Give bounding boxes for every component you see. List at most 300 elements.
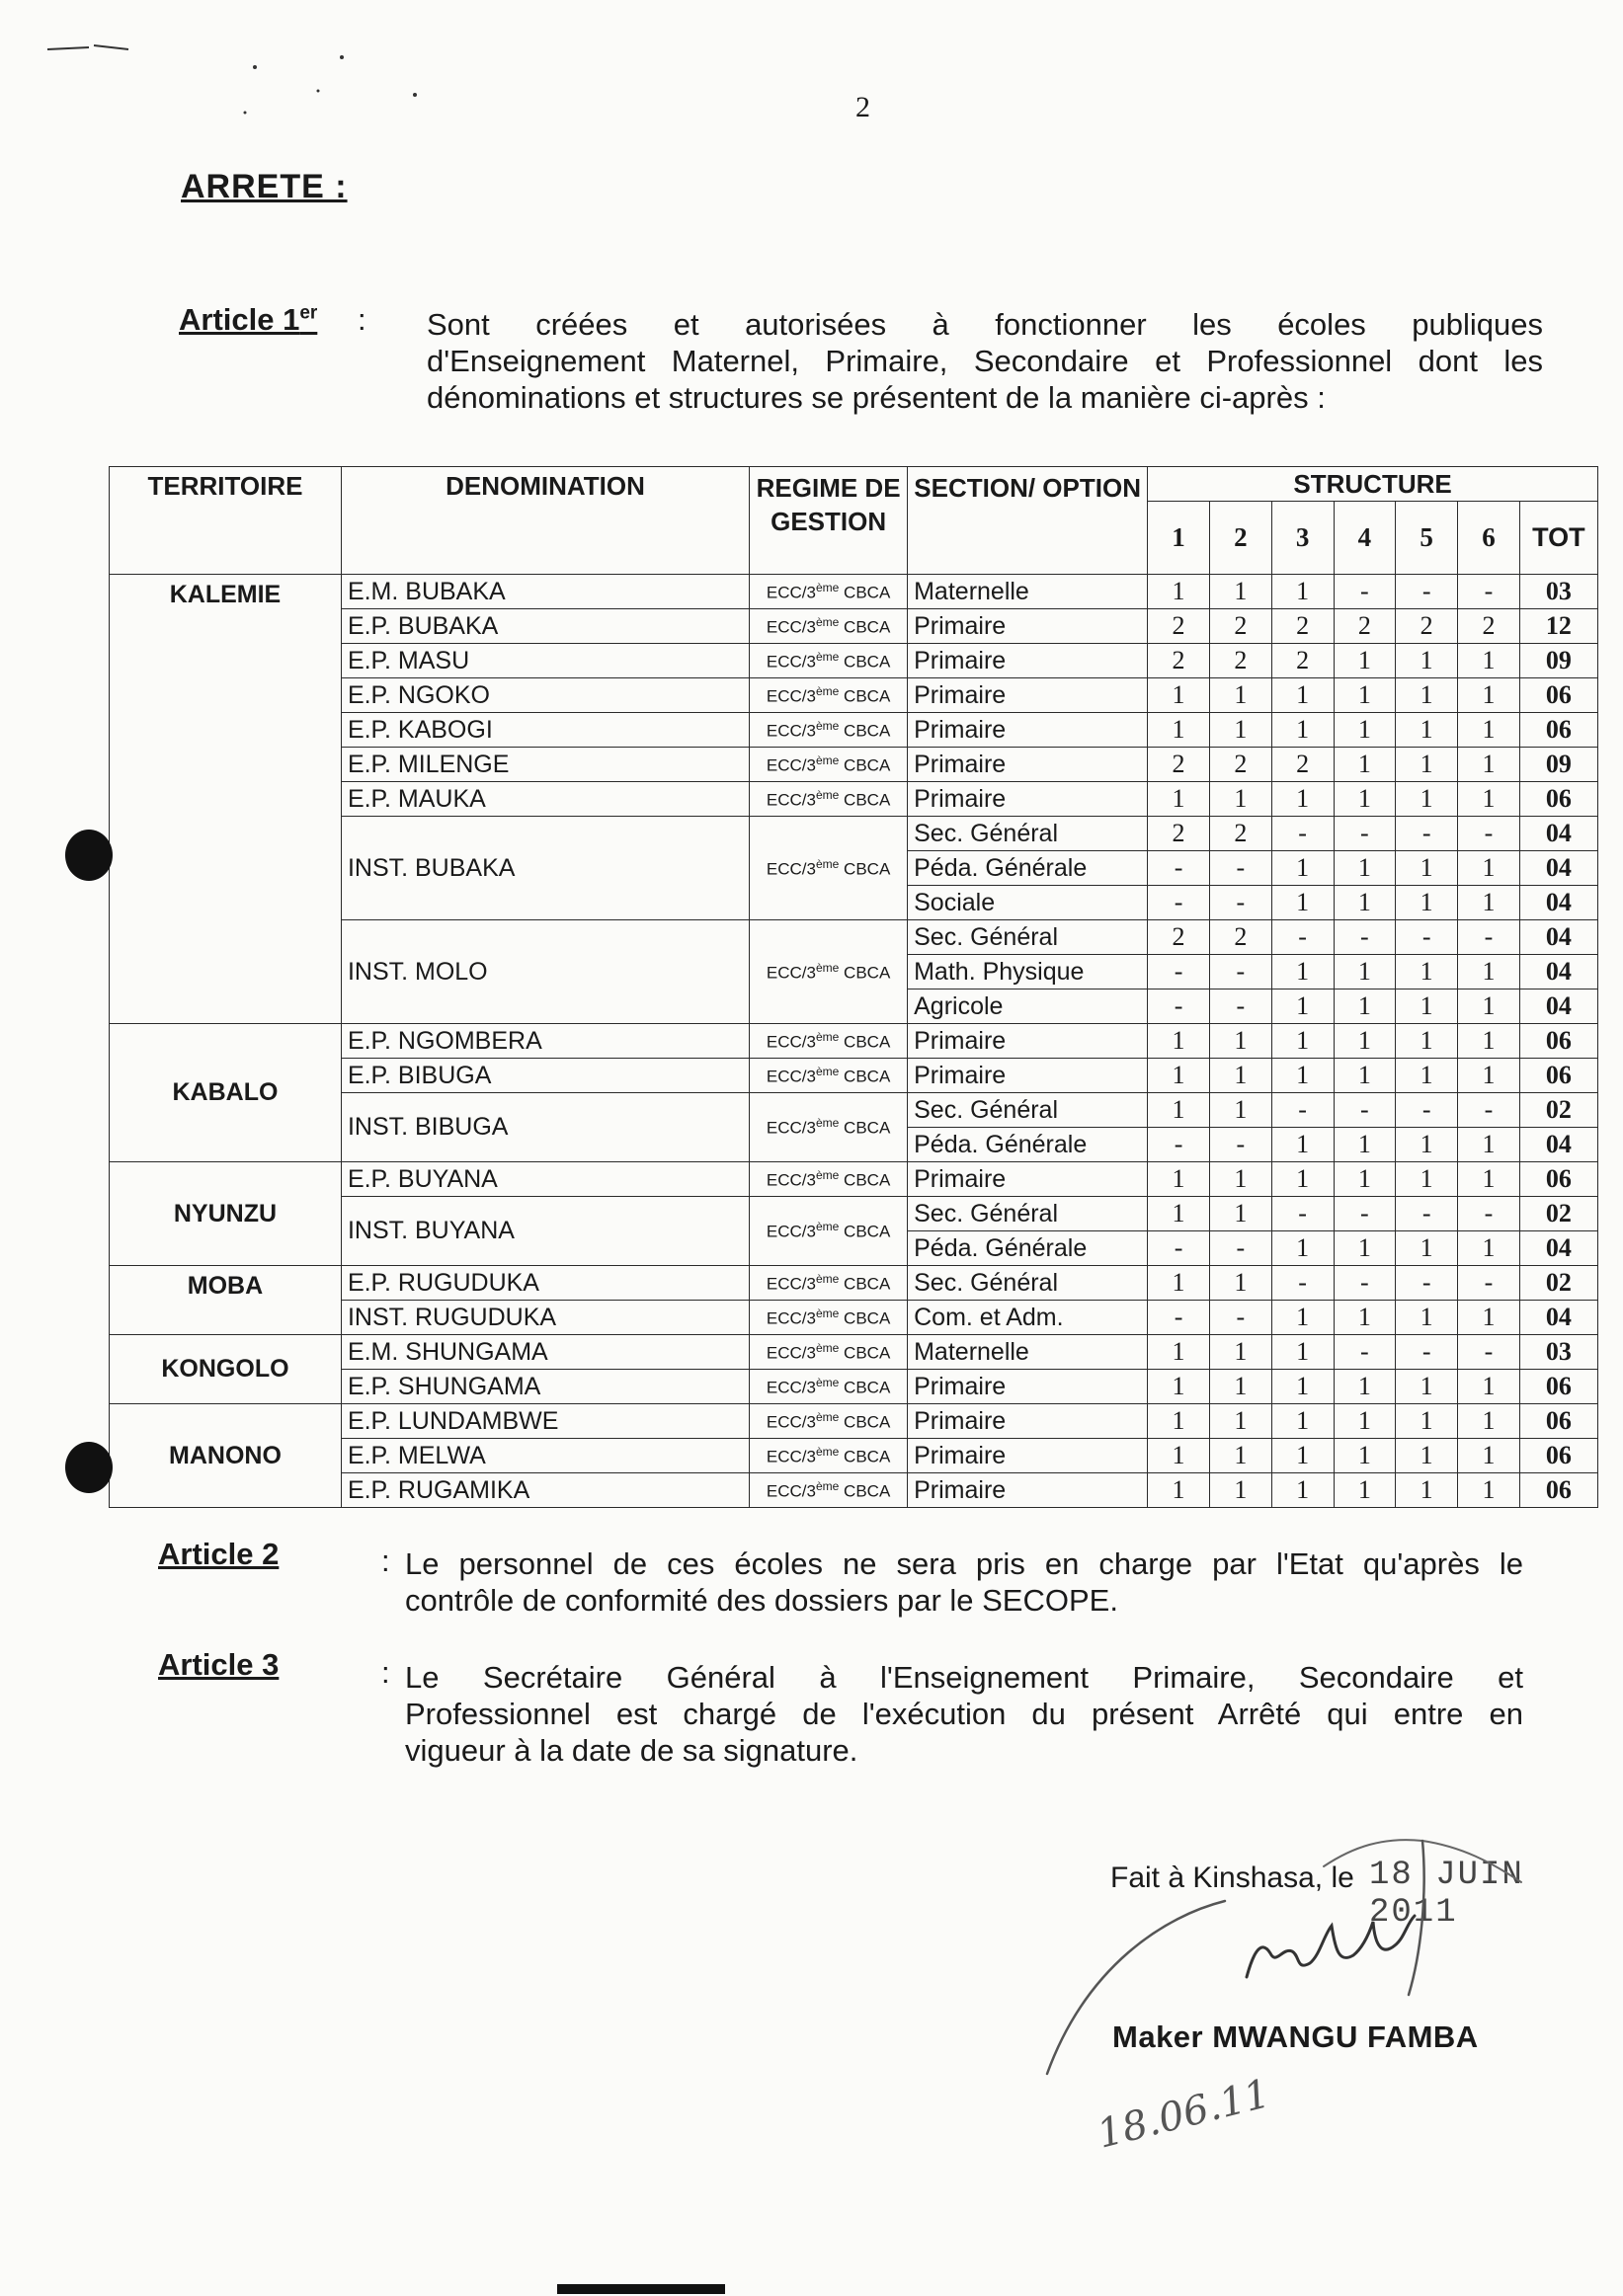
cell-section: Com. et Adm. (908, 1301, 1148, 1335)
cell-structure-value: 1 (1334, 1301, 1396, 1335)
cell-structure-value: 1 (1148, 1335, 1210, 1370)
cell-regime-sup: ème (815, 1478, 840, 1493)
table-body (110, 575, 1598, 1508)
cell-regime-sup: ème (815, 960, 840, 975)
cell-regime (750, 1473, 908, 1508)
cell-structure-value: 1 (1148, 782, 1210, 817)
cell-regime-sup: ème (815, 683, 840, 698)
cell-structure-value: 1 (1209, 1162, 1271, 1197)
article-1-colon: : (358, 302, 366, 337)
cell-total: 03 (1519, 575, 1597, 609)
cell-total: 04 (1519, 955, 1597, 990)
cell-structure-value: 2 (1271, 644, 1334, 678)
cell-section: Maternelle (908, 1335, 1148, 1370)
cell-structure-value: 1 (1209, 1473, 1271, 1508)
cell-regime-text: ECC/3 (766, 1118, 816, 1138)
cell-regime-sup: ème (815, 1220, 840, 1234)
cell-structure-value: 1 (1271, 1059, 1334, 1093)
cell-regime-sup: ème (815, 614, 840, 629)
cell-section: Sec. Général (908, 1266, 1148, 1301)
cell-total: 04 (1519, 851, 1597, 886)
cell-structure-value: 1 (1458, 782, 1520, 817)
cell-structure-value: 2 (1148, 817, 1210, 851)
cell-structure-value: - (1209, 1231, 1271, 1266)
cell-structure-value: - (1458, 1093, 1520, 1128)
cell-structure-value: 1 (1396, 1024, 1458, 1059)
cell-regime (750, 1162, 908, 1197)
header-structure-col: 3 (1271, 502, 1334, 575)
cell-section: Primaire (908, 1404, 1148, 1439)
cell-section: Primaire (908, 609, 1148, 644)
cell-structure-value: 1 (1334, 1162, 1396, 1197)
cell-regime-sup: ème (815, 787, 840, 802)
cell-total: 04 (1519, 920, 1597, 955)
cell-denomination: E.P. MILENGE (341, 748, 749, 782)
article-1-label-text: Article 1 (179, 302, 300, 337)
cell-denomination: E.M. BUBAKA (341, 575, 749, 609)
cell-regime (750, 1370, 908, 1404)
cell-structure-value: 1 (1209, 678, 1271, 713)
cell-structure-value: 1 (1271, 990, 1334, 1024)
header-section (908, 467, 1148, 575)
place-of-signing: Fait à Kinshasa, le (1110, 1861, 1354, 1894)
cell-territoire: KALEMIE (110, 575, 342, 1024)
cell-total: 06 (1519, 1059, 1597, 1093)
cell-structure-value: 2 (1209, 817, 1271, 851)
cell-structure-value: - (1148, 1231, 1210, 1266)
header-structure: STRUCTURE (1148, 467, 1598, 502)
cell-structure-value: 1 (1209, 1404, 1271, 1439)
cell-structure-value: - (1209, 1301, 1271, 1335)
article-2-text (405, 1545, 1523, 1619)
cell-denomination: INST. MOLO (341, 920, 749, 1024)
cell-regime-text: ECC/3 (766, 617, 816, 637)
cell-regime (750, 748, 908, 782)
article-1-line: Sont créées et autorisées à fonctionner les écoles publiques (427, 307, 1543, 342)
cell-structure-value: 1 (1458, 886, 1520, 920)
cell-structure-value: 1 (1271, 1335, 1334, 1370)
cell-regime-suffix: CBCA (839, 1308, 891, 1328)
cell-structure-value: 2 (1209, 748, 1271, 782)
cell-territoire: MOBA (110, 1266, 342, 1335)
cell-regime-sup: ème (815, 580, 840, 594)
cell-regime-sup: ème (815, 1375, 840, 1389)
cell-structure-value: 1 (1334, 1370, 1396, 1404)
cell-regime-text: ECC/3 (766, 1412, 816, 1432)
table-row (110, 1335, 1598, 1370)
punch-hole-top (65, 830, 113, 881)
cell-structure-value: - (1334, 1197, 1396, 1231)
cell-section: Sec. Général (908, 817, 1148, 851)
cell-structure-value: 1 (1148, 1266, 1210, 1301)
cell-structure-value: 1 (1396, 1059, 1458, 1093)
cell-structure-value: 1 (1209, 713, 1271, 748)
article-2-line: Le personnel de ces écoles ne sera pris en charge par l'Etat qu'après le (405, 1546, 1523, 1581)
cell-structure-value: 1 (1334, 1059, 1396, 1093)
cell-total: 06 (1519, 1404, 1597, 1439)
cell-structure-value: 1 (1396, 886, 1458, 920)
cell-regime-suffix: CBCA (839, 721, 891, 741)
cell-structure-value: 1 (1458, 1231, 1520, 1266)
cell-structure-value: 1 (1396, 1404, 1458, 1439)
cell-structure-value: - (1148, 955, 1210, 990)
cell-structure-value: - (1209, 886, 1271, 920)
cell-structure-value: 1 (1396, 955, 1458, 990)
cell-structure-value: - (1334, 920, 1396, 955)
cell-regime-text: ECC/3 (766, 1308, 816, 1328)
cell-structure-value: - (1148, 851, 1210, 886)
cell-total: 06 (1519, 1473, 1597, 1508)
cell-section: Primaire (908, 678, 1148, 713)
header-structure-col: 6 (1458, 502, 1520, 575)
cell-structure-value: - (1458, 1197, 1520, 1231)
cell-structure-value: - (1334, 817, 1396, 851)
cell-regime-suffix: CBCA (839, 859, 891, 879)
cell-structure-value: 1 (1209, 1197, 1271, 1231)
cell-structure-value: 1 (1396, 748, 1458, 782)
cell-section: Sociale (908, 886, 1148, 920)
cell-section: Primaire (908, 1162, 1148, 1197)
cell-structure-value: 1 (1396, 678, 1458, 713)
cell-regime-sup: ème (815, 718, 840, 733)
cell-structure-value: - (1396, 1093, 1458, 1128)
cell-structure-value: - (1209, 1128, 1271, 1162)
cell-structure-value: 1 (1271, 1404, 1334, 1439)
cell-regime-sup: ème (815, 752, 840, 767)
article-3-line: Le Secrétaire Général à l'Enseignement Primaire, Secondaire et (405, 1660, 1523, 1695)
cell-section: Primaire (908, 644, 1148, 678)
cell-total: 06 (1519, 1024, 1597, 1059)
cell-regime (750, 1439, 908, 1473)
cell-structure-value: - (1209, 851, 1271, 886)
cell-structure-value: 2 (1271, 609, 1334, 644)
cell-structure-value: - (1396, 920, 1458, 955)
cell-structure-value: 1 (1334, 1024, 1396, 1059)
cell-territoire: KABALO (110, 1024, 342, 1162)
article-3-line: Professionnel est chargé de l'exécution du présent Arrêté qui entre en (405, 1697, 1523, 1731)
cell-structure-value: 2 (1209, 920, 1271, 955)
cell-regime-suffix: CBCA (839, 1222, 891, 1241)
cell-structure-value: - (1271, 920, 1334, 955)
page-number: 2 (855, 91, 870, 123)
header-structure-col: 5 (1396, 502, 1458, 575)
cell-structure-value: 1 (1458, 1024, 1520, 1059)
cell-regime-text: ECC/3 (766, 1378, 816, 1397)
cell-structure-value: - (1334, 575, 1396, 609)
cell-section: Primaire (908, 1473, 1148, 1508)
cell-total: 03 (1519, 1335, 1597, 1370)
cell-total: 06 (1519, 1162, 1597, 1197)
cell-regime (750, 575, 908, 609)
cell-structure-value: 1 (1458, 644, 1520, 678)
cell-structure-value: 1 (1271, 1162, 1334, 1197)
cell-regime (750, 678, 908, 713)
cell-denomination: E.P. BUYANA (341, 1162, 749, 1197)
cell-structure-value: 1 (1209, 1093, 1271, 1128)
cell-structure-value: 1 (1334, 713, 1396, 748)
cell-regime (750, 1266, 908, 1301)
cell-section: Péda. Générale (908, 851, 1148, 886)
article-1-line: d'Enseignement Maternel, Primaire, Secondaire et Professionnel dont les (427, 344, 1543, 378)
cell-total: 04 (1519, 1231, 1597, 1266)
cell-regime-suffix: CBCA (839, 1170, 891, 1190)
cell-structure-value: 1 (1271, 1439, 1334, 1473)
cell-regime-suffix: CBCA (839, 617, 891, 637)
cell-territoire: KONGOLO (110, 1335, 342, 1404)
cell-structure-value: - (1209, 955, 1271, 990)
cell-total: 04 (1519, 1128, 1597, 1162)
cell-structure-value: 1 (1148, 678, 1210, 713)
cell-structure-value: - (1334, 1093, 1396, 1128)
cell-regime-text: ECC/3 (766, 1067, 816, 1086)
cell-regime (750, 1404, 908, 1439)
cell-denomination: E.P. MASU (341, 644, 749, 678)
cell-structure-value: 1 (1458, 1128, 1520, 1162)
cell-total: 02 (1519, 1266, 1597, 1301)
cell-structure-value: 1 (1396, 1370, 1458, 1404)
cell-structure-value: 1 (1334, 955, 1396, 990)
cell-regime-text: ECC/3 (766, 1343, 816, 1363)
article-1-label (179, 302, 317, 338)
cell-structure-value: 1 (1271, 851, 1334, 886)
cell-regime-suffix: CBCA (839, 1481, 891, 1501)
cell-structure-value: 1 (1271, 955, 1334, 990)
cell-structure-value: 1 (1209, 1335, 1271, 1370)
cell-structure-value: 1 (1458, 1473, 1520, 1508)
cell-structure-value: 1 (1334, 782, 1396, 817)
cell-structure-value: - (1396, 1335, 1458, 1370)
cell-denomination: E.P. NGOKO (341, 678, 749, 713)
cell-structure-value: 1 (1458, 713, 1520, 748)
cell-regime (750, 713, 908, 748)
cell-regime-text: ECC/3 (766, 963, 816, 983)
cell-regime-suffix: CBCA (839, 686, 891, 706)
cell-structure-value: 1 (1148, 1473, 1210, 1508)
cell-structure-value: 1 (1209, 575, 1271, 609)
cell-structure-value: 1 (1271, 678, 1334, 713)
cell-denomination: INST. RUGUDUKA (341, 1301, 749, 1335)
cell-section: Primaire (908, 713, 1148, 748)
table-row (110, 575, 1598, 609)
cell-total: 04 (1519, 990, 1597, 1024)
table-row (110, 1266, 1598, 1301)
date-stamp: 18 JUIN 2011 (1369, 1857, 1524, 1932)
cell-denomination: E.P. MELWA (341, 1439, 749, 1473)
cell-total: 09 (1519, 644, 1597, 678)
cell-regime (750, 1093, 908, 1162)
cell-regime-text: ECC/3 (766, 755, 816, 775)
cell-regime-text: ECC/3 (766, 1274, 816, 1294)
cell-structure-value: 1 (1334, 886, 1396, 920)
cell-regime (750, 920, 908, 1024)
cell-section: Primaire (908, 782, 1148, 817)
page-heading: ARRETE : (181, 168, 348, 205)
cell-denomination: E.P. NGOMBERA (341, 1024, 749, 1059)
cell-regime-sup: ème (815, 1271, 840, 1286)
cell-total: 06 (1519, 1370, 1597, 1404)
scan-specks (0, 0, 454, 128)
header-denomination: DENOMINATION (341, 467, 749, 575)
cell-structure-value: 1 (1271, 713, 1334, 748)
cell-structure-value: 1 (1334, 748, 1396, 782)
cell-regime-suffix: CBCA (839, 1274, 891, 1294)
cell-structure-value: - (1396, 575, 1458, 609)
cell-regime-text: ECC/3 (766, 1170, 816, 1190)
cell-regime-text: ECC/3 (766, 1481, 816, 1501)
cell-structure-value: 1 (1334, 1473, 1396, 1508)
cell-total: 02 (1519, 1093, 1597, 1128)
cell-structure-value: 1 (1396, 782, 1458, 817)
article-1-label-sup: er (299, 302, 318, 324)
article-3-colon: : (381, 1655, 390, 1690)
cell-total: 04 (1519, 886, 1597, 920)
cell-structure-value: 1 (1334, 1439, 1396, 1473)
cell-regime-text: ECC/3 (766, 790, 816, 810)
cell-structure-value: 1 (1396, 713, 1458, 748)
table-header-row (110, 467, 1598, 502)
cell-regime-text: ECC/3 (766, 1447, 816, 1466)
header-structure-col: 1 (1148, 502, 1210, 575)
cell-regime-sup: ème (815, 1064, 840, 1078)
cell-structure-value: 1 (1148, 1162, 1210, 1197)
cell-total: 12 (1519, 609, 1597, 644)
article-1-line: dénominations et structures se présentent de la manière ci-après : (427, 380, 1326, 415)
cell-section: Péda. Générale (908, 1128, 1148, 1162)
cell-regime (750, 1197, 908, 1266)
cell-regime (750, 1335, 908, 1370)
cell-structure-value: 1 (1148, 1093, 1210, 1128)
cell-structure-value: 1 (1271, 1128, 1334, 1162)
cell-structure-value: - (1458, 920, 1520, 955)
cell-regime-text: ECC/3 (766, 686, 816, 706)
cell-regime-text: ECC/3 (766, 652, 816, 672)
cell-structure-value: - (1148, 1301, 1210, 1335)
cell-section: Péda. Générale (908, 1231, 1148, 1266)
cell-structure-value: 1 (1148, 1059, 1210, 1093)
table-row (110, 1162, 1598, 1197)
cell-regime-sup: ème (815, 1409, 840, 1424)
cell-structure-value: - (1334, 1266, 1396, 1301)
cell-regime-sup: ème (815, 1116, 840, 1131)
cell-regime-suffix: CBCA (839, 583, 891, 602)
cell-structure-value: 2 (1148, 748, 1210, 782)
cell-section: Maternelle (908, 575, 1148, 609)
cell-denomination: E.P. LUNDAMBWE (341, 1404, 749, 1439)
cell-structure-value: - (1271, 817, 1334, 851)
cell-regime-suffix: CBCA (839, 1412, 891, 1432)
cell-denomination: INST. BUYANA (341, 1197, 749, 1266)
cell-denomination: E.P. KABOGI (341, 713, 749, 748)
cell-regime-sup: ème (815, 1167, 840, 1182)
cell-section: Primaire (908, 1059, 1148, 1093)
cell-structure-value: 1 (1148, 1024, 1210, 1059)
cell-total: 06 (1519, 678, 1597, 713)
cell-structure-value: - (1148, 886, 1210, 920)
cell-regime-sup: ème (815, 1340, 840, 1355)
bottom-edge-mark (557, 2284, 725, 2294)
cell-structure-value: 2 (1334, 609, 1396, 644)
cell-denomination: E.P. RUGAMIKA (341, 1473, 749, 1508)
cell-structure-value: 2 (1148, 609, 1210, 644)
cell-structure-value: 1 (1271, 1370, 1334, 1404)
cell-total: 02 (1519, 1197, 1597, 1231)
cell-denomination: E.M. SHUNGAMA (341, 1335, 749, 1370)
cell-regime (750, 1059, 908, 1093)
cell-structure-value: 1 (1148, 1404, 1210, 1439)
cell-total: 06 (1519, 782, 1597, 817)
cell-structure-value: 1 (1334, 678, 1396, 713)
cell-section: Math. Physique (908, 955, 1148, 990)
cell-regime (750, 1024, 908, 1059)
cell-structure-value: 1 (1396, 1473, 1458, 1508)
article-3-text (405, 1659, 1523, 1769)
cell-regime (750, 1301, 908, 1335)
cell-section: Primaire (908, 1370, 1148, 1404)
cell-structure-value: 1 (1458, 1301, 1520, 1335)
cell-structure-value: 1 (1396, 644, 1458, 678)
cell-structure-value: - (1148, 1128, 1210, 1162)
cell-structure-value: 1 (1209, 1266, 1271, 1301)
cell-structure-value: 2 (1148, 920, 1210, 955)
cell-structure-value: 1 (1148, 713, 1210, 748)
cell-structure-value: 1 (1209, 1059, 1271, 1093)
cell-section: Primaire (908, 1024, 1148, 1059)
cell-denomination: INST. BUBAKA (341, 817, 749, 920)
cell-structure-value: 1 (1458, 990, 1520, 1024)
cell-denomination: E.P. RUGUDUKA (341, 1266, 749, 1301)
cell-section: Sec. Général (908, 1197, 1148, 1231)
table-row (110, 1024, 1598, 1059)
cell-structure-value: 1 (1458, 678, 1520, 713)
cell-structure-value: - (1148, 990, 1210, 1024)
cell-structure-value: 1 (1148, 575, 1210, 609)
cell-denomination: E.P. BIBUGA (341, 1059, 749, 1093)
cell-structure-value: 2 (1209, 644, 1271, 678)
cell-structure-value: 1 (1148, 1439, 1210, 1473)
cell-total: 04 (1519, 1301, 1597, 1335)
cell-structure-value: 1 (1271, 1024, 1334, 1059)
cell-regime-suffix: CBCA (839, 790, 891, 810)
cell-structure-value: 1 (1209, 1024, 1271, 1059)
cell-structure-value: 1 (1334, 644, 1396, 678)
cell-structure-value: 1 (1458, 1439, 1520, 1473)
article-2-label: Article 2 (158, 1537, 280, 1571)
cell-total: 09 (1519, 748, 1597, 782)
cell-structure-value: 2 (1458, 609, 1520, 644)
signatory-name: Maker MWANGU FAMBA (1112, 2019, 1479, 2054)
cell-structure-value: 2 (1396, 609, 1458, 644)
cell-regime-text: ECC/3 (766, 1032, 816, 1052)
cell-structure-value: 1 (1458, 1059, 1520, 1093)
handwritten-signature (1027, 1807, 1581, 2182)
cell-structure-value: 1 (1458, 1370, 1520, 1404)
cell-structure-value: - (1396, 1197, 1458, 1231)
cell-structure-value: - (1209, 990, 1271, 1024)
cell-structure-value: 1 (1396, 851, 1458, 886)
cell-structure-value: 1 (1396, 1301, 1458, 1335)
cell-regime-suffix: CBCA (839, 1067, 891, 1086)
cell-total: 06 (1519, 1439, 1597, 1473)
cell-regime-text: ECC/3 (766, 1222, 816, 1241)
cell-structure-value: 1 (1148, 1370, 1210, 1404)
article-2-colon: : (381, 1544, 390, 1578)
cell-structure-value: 1 (1458, 748, 1520, 782)
cell-total: 04 (1519, 817, 1597, 851)
cell-structure-value: 1 (1396, 1439, 1458, 1473)
cell-section: Sec. Général (908, 920, 1148, 955)
cell-structure-value: - (1458, 1266, 1520, 1301)
cell-structure-value: - (1458, 575, 1520, 609)
